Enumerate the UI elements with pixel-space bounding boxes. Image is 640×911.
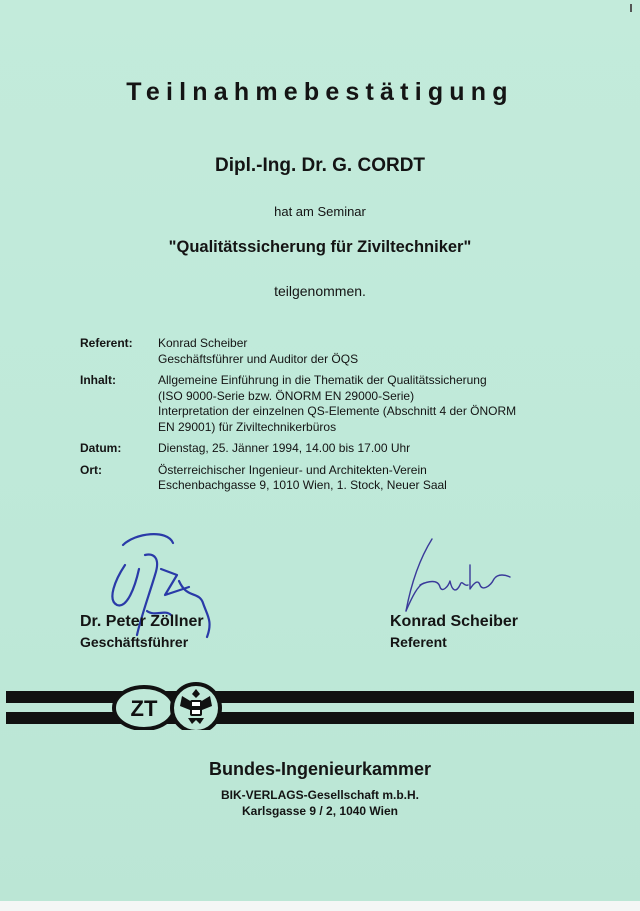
- signer-left-role: Geschäftsführer: [80, 634, 189, 650]
- inhalt-value: [158, 373, 580, 435]
- referent-label: Referent:: [80, 336, 133, 350]
- seminar-title: "Qualitätssicherung für Ziviltechniker": [168, 238, 472, 256]
- ort-row: [80, 463, 580, 494]
- publisher-name: BIK-VERLAGS-Gesellschaft m.b.H.: [220, 788, 420, 802]
- inhalt-line: EN 29001) für Ziviltechnikerbüros: [158, 419, 337, 434]
- signer-right-role: Referent: [390, 634, 447, 650]
- referent-value: [158, 336, 580, 367]
- signer-left-name: Dr. Peter Zöllner: [80, 613, 204, 630]
- participant-name: Dipl.-Ing. Dr. G. CORDT: [214, 155, 426, 176]
- referent-row: [80, 336, 580, 367]
- edge-mark: [630, 4, 632, 12]
- organization-name: Bundes-Ingenieurkammer: [208, 759, 432, 779]
- certificate-title: Teilnahmebestätigung: [126, 78, 514, 106]
- publisher-address: Karlsgasse 9 / 2, 1040 Wien: [242, 804, 398, 818]
- datum-label: Datum:: [80, 441, 122, 455]
- completion-text: teilgenommen.: [274, 283, 366, 299]
- ort-value: [158, 463, 580, 494]
- referent-line: Konrad Scheiber: [158, 336, 248, 350]
- inhalt-line: (ISO 9000-Serie bzw. ÖNORM EN 29000-Serie): [158, 388, 415, 403]
- datum-row: [80, 441, 580, 457]
- zt-logo-text: ZT: [130, 696, 158, 721]
- scan-edge: [0, 901, 640, 911]
- inhalt-line: Interpretation der einzelnen QS-Elemente (Abschnitt 4 der ÖNORM: [158, 404, 517, 418]
- referent-line: Geschäftsführer und Auditor der ÖQS: [158, 351, 359, 366]
- ort-label: Ort:: [80, 462, 102, 477]
- inhalt-line: Allgemeine Einführung in die Thematik der Qualitätssicherung: [158, 373, 487, 387]
- ort-line: Österreichischer Ingenieur- und Architekten-Verein: [158, 462, 427, 477]
- logo-band: [0, 680, 640, 730]
- signer-right-name: Konrad Scheiber: [390, 613, 519, 630]
- datum-value: Dienstag, 25. Jänner 1994, 14.00 bis 17.00 Uhr: [158, 441, 411, 455]
- ort-line: Eschenbachgasse 9, 1010 Wien, 1. Stock, Neuer Saal: [158, 478, 447, 492]
- inhalt-label: Inhalt:: [80, 373, 116, 387]
- inhalt-row: [80, 373, 580, 435]
- signature-right: [398, 535, 528, 620]
- seminar-intro: hat am Seminar: [274, 204, 366, 219]
- seminar-details: [80, 336, 580, 500]
